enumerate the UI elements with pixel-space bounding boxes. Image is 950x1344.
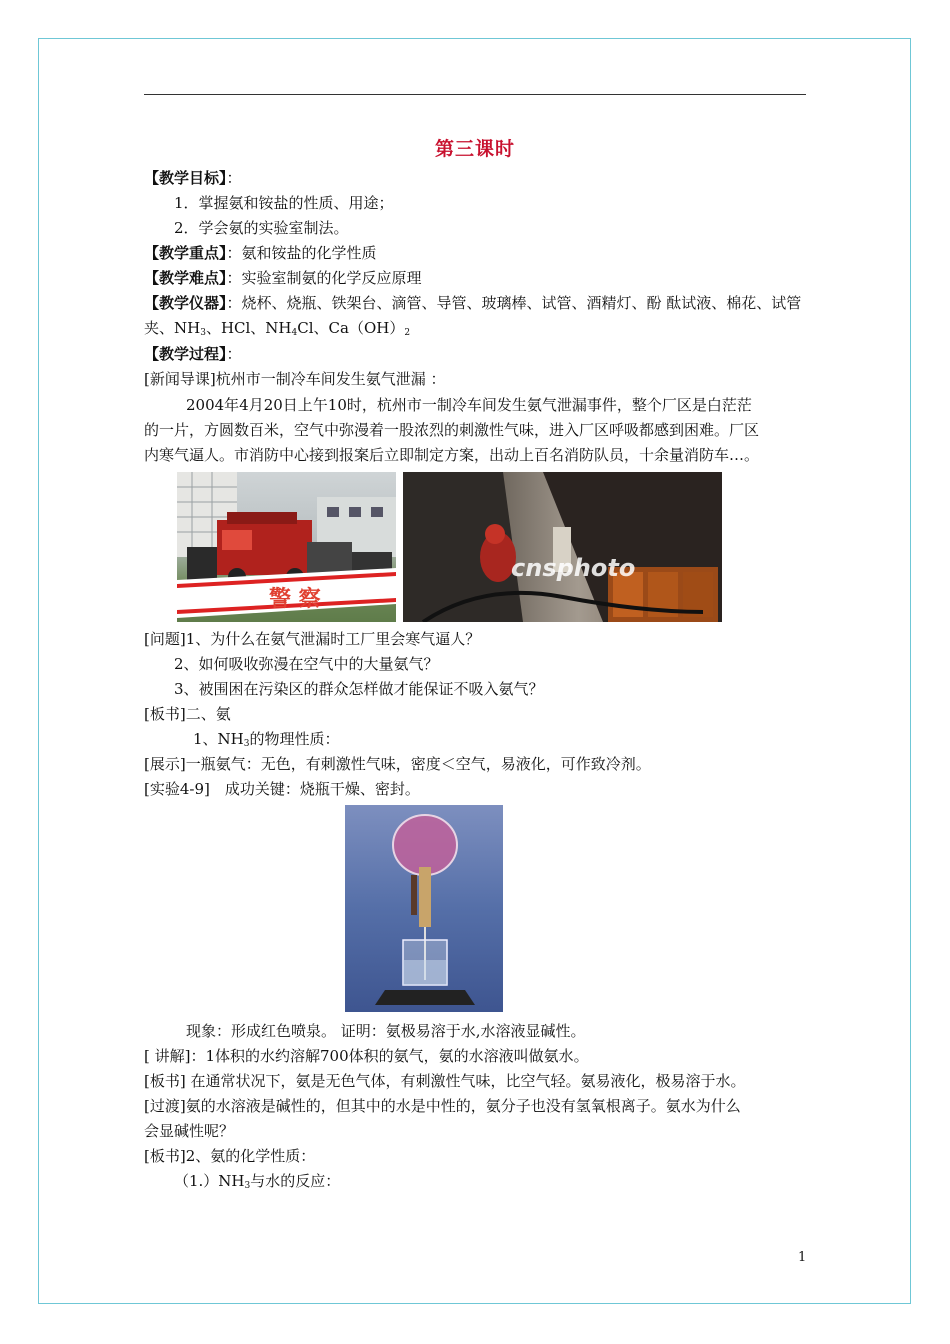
- objective-2: 2．学会氨的实验室制法。: [174, 219, 349, 237]
- phenomenon-note: 现象：形成红色喷泉。 证明：氨极易溶于水,水溶液显碱性。: [186, 1022, 586, 1040]
- experiment-note: [实验4-9] 成功关键：烧瓶干燥、密封。: [144, 780, 420, 798]
- board-note-3: [板书]2、氨的化学性质：: [144, 1147, 316, 1165]
- physical-properties-heading: 1、$NH_3$的物理性质：: [193, 730, 340, 749]
- objective-1: 1．掌握氨和铵盐的性质、用途；: [174, 194, 394, 212]
- fountain-experiment-photo: [345, 805, 503, 1012]
- lecture-note: [ 讲解]：1体积的水约溶解700体积的氨气，氨的水溶液叫做氨水。: [144, 1047, 589, 1065]
- board-note-2: [板书] 在通常状况下，氨是无色气体，有刺激性气味，比空气轻。氨易液化，极易溶于水。: [144, 1072, 746, 1090]
- news-paragraph-line-2: 的一片，方圆数百米，空气中弥漫着一股浓烈的刺激性气味，进入厂区呼吸都感到困难。厂区: [144, 421, 760, 439]
- process-heading: 【教学过程】：: [144, 345, 242, 363]
- board-note-1: [板书]二、氨: [144, 705, 231, 723]
- question-2: 2、如何吸收弥漫在空气中的大量氨气？: [174, 655, 439, 673]
- question-1: [问题]1、为什么在氨气泄漏时工厂里会寒气逼人？: [144, 630, 481, 648]
- instruments-line-1: 【教学仪器】：烧杯、烧瓶、铁架台、滴管、导管、玻璃棒、试管、酒精灯、酚 酞试液、棉花、试管: [144, 294, 802, 312]
- news-heading: [新闻导课]杭州市一制冷车间发生氨气泄漏 ：: [144, 370, 446, 388]
- page-number: 1: [798, 1250, 807, 1265]
- instruments-line-2: 夹、$NH_3$、HCl、$NH_4Cl$、$Ca(OH)_2$: [144, 319, 411, 338]
- photo-watermark: cnsphoto: [511, 554, 636, 582]
- page-title: 第三课时: [434, 138, 515, 160]
- header-rule: [144, 94, 806, 95]
- difficulty: 【教学难点】：实验室制氨的化学反应原理: [144, 269, 422, 287]
- transition-line-2: 会显碱性呢？: [144, 1122, 235, 1140]
- transition-line-1: [过渡]氨的水溶液是碱性的，但其中的水是中性的，氨分子也没有氢氧根离子。氨水为什么: [144, 1097, 741, 1115]
- key-point: 【教学重点】：氨和铵盐的化学性质: [144, 244, 377, 262]
- police-tape-text: 警 察: [269, 587, 321, 612]
- news-paragraph-line-3: 内寒气逼人。市消防中心接到报案后立即制定方案，出动上百名消防队员，十余量消防车…。: [144, 446, 760, 464]
- reaction-heading: $(1.)NH_3$与水的反应：: [174, 1172, 341, 1191]
- news-paragraph-line-1: 2004年4月20日上午10时，杭州市一制冷车间发生氨气泄漏事件，整个厂区是白茫茫: [186, 396, 752, 414]
- question-3: 3、被围困在污染区的群众怎样做才能保证不吸入氨气？: [174, 680, 544, 698]
- firefighter-photo: [403, 472, 722, 622]
- fire-truck-photo: [177, 472, 396, 622]
- display-note: [展示]一瓶氨气：无色，有刺激性气味，密度＜空气，易液化，可作致冷剂。: [144, 755, 651, 773]
- objectives-heading: 【教学目标】：: [144, 169, 242, 187]
